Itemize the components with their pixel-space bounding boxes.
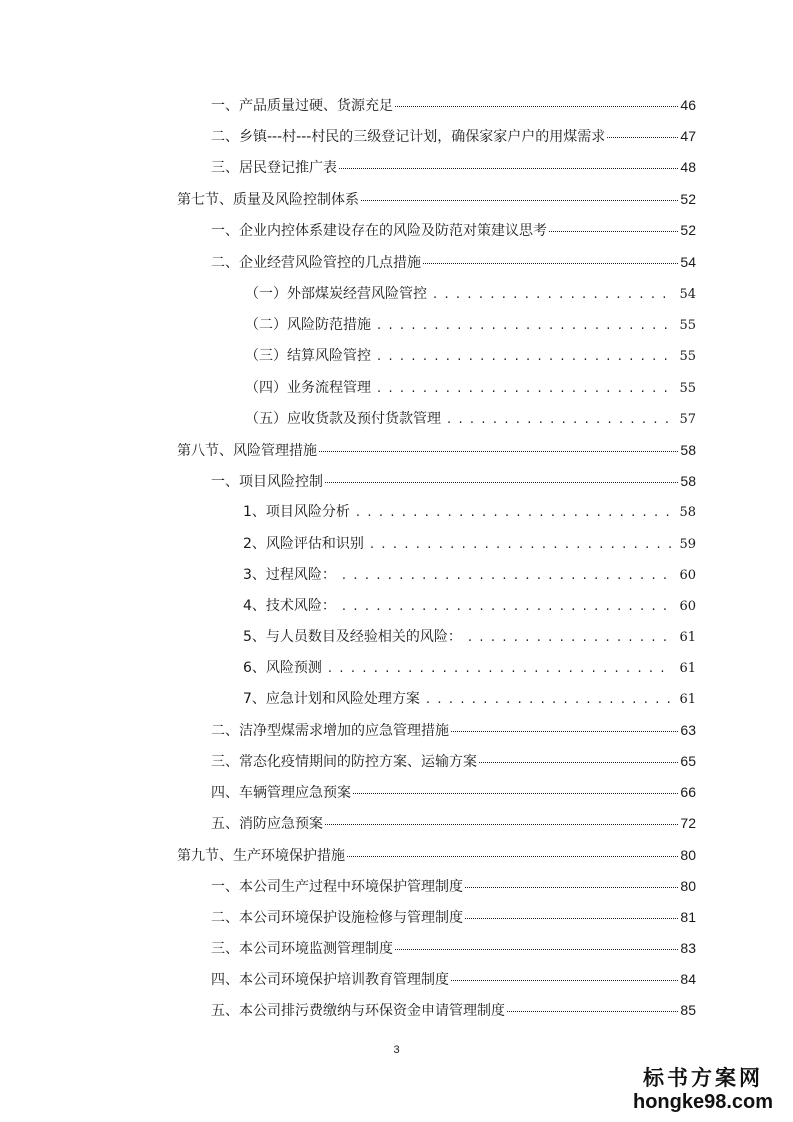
watermark-title: 标书方案网	[643, 1065, 763, 1090]
toc-subentry[interactable]	[243, 566, 696, 585]
dot-leader	[433, 286, 673, 304]
toc-entry[interactable]	[211, 814, 696, 833]
toc-entry-number: （一）	[245, 286, 287, 302]
toc-entry-page: 66	[680, 784, 696, 800]
toc-entry-page: 46	[680, 97, 696, 113]
toc-entry-number: （三）	[245, 348, 287, 364]
toc-entry[interactable]	[211, 472, 696, 491]
toc-entry-label: 7、应急计划和风险处理方案	[243, 691, 420, 707]
watermark-url: hongke98.com	[633, 1091, 774, 1113]
toc-subentry[interactable]	[243, 659, 696, 678]
toc-entry-label: 结算风险管控	[287, 348, 371, 364]
toc-entry-label: 二、乡镇---村---村民的三级登记计划，确保家家户户的用煤需求	[211, 129, 606, 145]
dot-leader	[356, 504, 674, 522]
toc-entry[interactable]	[211, 970, 696, 989]
toc-subentry[interactable]	[245, 410, 696, 429]
toc-entry-label: 三、居民登记推广表	[211, 160, 337, 176]
toc-entry-page: 85	[680, 1002, 696, 1018]
toc-entry-page: 81	[680, 909, 696, 925]
toc-entry-label: 第八节、风险管理措施	[177, 443, 317, 459]
dot-leader	[361, 200, 678, 201]
dot-leader	[465, 918, 678, 919]
dot-leader	[447, 411, 673, 429]
toc-section-entry[interactable]	[177, 190, 696, 209]
toc-entry-label: 应收货款及预付货款管理	[287, 411, 441, 427]
toc-entry[interactable]	[211, 158, 696, 177]
dot-leader	[468, 629, 674, 647]
toc-subentry[interactable]	[243, 628, 696, 647]
dot-leader	[325, 824, 678, 825]
toc-entry[interactable]	[211, 96, 696, 115]
toc-entry-label: 4、技术风险：	[243, 598, 336, 614]
toc-entry-label: 业务流程管理	[287, 380, 371, 396]
toc-subentry[interactable]	[245, 285, 696, 304]
dot-leader	[507, 1011, 678, 1012]
toc-subentry[interactable]	[245, 316, 696, 335]
toc-entry[interactable]	[211, 908, 696, 927]
toc-section-entry[interactable]	[177, 441, 696, 460]
toc-entry-number: （四）	[245, 380, 287, 396]
dot-leader	[426, 691, 674, 709]
toc-entry-page: 58	[680, 473, 696, 489]
dot-leader	[465, 887, 678, 888]
dot-leader	[395, 949, 678, 950]
dot-leader	[451, 980, 678, 981]
toc-entry-label: 三、本公司环境监测管理制度	[211, 941, 393, 957]
toc-entry-page: 52	[680, 191, 696, 207]
toc-entry-page: 58	[679, 505, 696, 520]
toc-entry-label: 三、常态化疫情期间的防控方案、运输方案	[211, 754, 477, 770]
dot-leader	[607, 137, 678, 138]
toc-section-entry[interactable]	[177, 846, 696, 865]
dot-leader	[395, 106, 678, 107]
toc-entry-page: 57	[679, 412, 696, 427]
toc-entry-label: 一、产品质量过硬、货源充足	[211, 98, 393, 114]
toc-entry-page: 65	[680, 753, 696, 769]
toc-entry-page: 47	[680, 128, 696, 144]
toc-subentry[interactable]	[245, 379, 696, 398]
dot-leader	[353, 793, 678, 794]
toc-entry-number: （五）	[245, 411, 287, 427]
toc-subentry[interactable]	[243, 535, 696, 554]
dot-leader	[377, 348, 673, 366]
toc-entry-label: 四、本公司环境保护培训教育管理制度	[211, 972, 449, 988]
toc-entry-label: 外部煤炭经营风险管控	[287, 286, 427, 302]
toc-entry-page: 55	[679, 318, 696, 333]
toc-entry[interactable]	[211, 127, 696, 146]
toc-entry-page: 61	[679, 692, 696, 707]
toc-entry-number: （二）	[245, 317, 287, 333]
dot-leader	[319, 451, 678, 452]
toc-entry[interactable]	[211, 752, 696, 771]
toc-entry-page: 61	[679, 630, 696, 645]
toc-entry-label: 一、企业内控体系建设存在的风险及防范对策建议思考	[211, 223, 547, 239]
toc-subentry[interactable]	[243, 690, 696, 709]
toc-entry[interactable]	[211, 721, 696, 740]
dot-leader	[479, 762, 678, 763]
toc-entry-page: 84	[680, 971, 696, 987]
dot-leader	[339, 168, 678, 169]
toc-entry-page: 60	[679, 568, 696, 583]
toc-entry-label: 二、企业经营风险管控的几点措施	[211, 255, 421, 271]
dot-leader	[342, 567, 674, 585]
toc-subentry[interactable]	[245, 347, 696, 366]
toc-entry[interactable]	[211, 783, 696, 802]
toc-subentry[interactable]	[243, 503, 696, 522]
toc-entry-label: 五、消防应急预案	[211, 816, 323, 832]
toc-entry-page: 72	[680, 815, 696, 831]
dot-leader	[347, 856, 678, 857]
toc-entry[interactable]	[211, 877, 696, 896]
toc-entry-page: 83	[680, 940, 696, 956]
toc-entry-label: 第七节、质量及风险控制体系	[177, 192, 359, 208]
toc-entry-page: 54	[680, 254, 696, 270]
watermark-logo	[633, 1066, 773, 1114]
dot-leader	[370, 536, 674, 554]
toc-entry-label: 5、与人员数目及经验相关的风险：	[243, 629, 462, 645]
toc-entry-label: 1、项目风险分析	[243, 504, 350, 520]
toc-entry-page: 55	[679, 349, 696, 364]
toc-entry[interactable]	[211, 221, 696, 240]
dot-leader	[549, 231, 678, 232]
toc-entry[interactable]	[211, 253, 696, 272]
toc-entry-page: 80	[680, 878, 696, 894]
toc-entry-page: 60	[679, 599, 696, 614]
toc-entry-label: 五、本公司排污费缴纳与环保资金申请管理制度	[211, 1003, 505, 1019]
dot-leader	[325, 482, 678, 483]
dot-leader	[451, 731, 678, 732]
toc-entry-label: 第九节、生产环境保护措施	[177, 848, 345, 864]
toc-entry-page: 80	[680, 847, 696, 863]
toc-entry-label: 风险防范措施	[287, 317, 371, 333]
toc-entry-page: 54	[679, 287, 696, 302]
toc-entry-page: 61	[679, 661, 696, 676]
toc-entry[interactable]	[211, 939, 696, 958]
toc-entry-label: 2、风险评估和识别	[243, 536, 364, 552]
dot-leader	[328, 660, 674, 678]
page-number: 3	[393, 1044, 400, 1056]
dot-leader	[423, 263, 678, 264]
toc-entry-page: 52	[680, 222, 696, 238]
dot-leader	[377, 380, 673, 398]
toc-entry-page: 48	[680, 159, 696, 175]
toc-entry-label: 一、本公司生产过程中环境保护管理制度	[211, 879, 463, 895]
toc-entry-page: 63	[680, 722, 696, 738]
toc-entry-label: 一、项目风险控制	[211, 474, 323, 490]
toc-entry[interactable]	[211, 1001, 696, 1020]
toc-subentry[interactable]	[243, 597, 696, 616]
dot-leader	[377, 317, 673, 335]
toc-entry-label: 3、过程风险：	[243, 567, 336, 583]
dot-leader	[342, 598, 674, 616]
toc-entry-label: 6、风险预测	[243, 660, 322, 676]
toc-entry-label: 二、本公司环境保护设施检修与管理制度	[211, 910, 463, 926]
toc-entry-page: 55	[679, 381, 696, 396]
toc-entry-page: 59	[679, 537, 696, 552]
toc-entry-label: 二、洁净型煤需求增加的应急管理措施	[211, 723, 449, 739]
toc-entry-page: 58	[680, 442, 696, 458]
toc-entry-label: 四、车辆管理应急预案	[211, 785, 351, 801]
